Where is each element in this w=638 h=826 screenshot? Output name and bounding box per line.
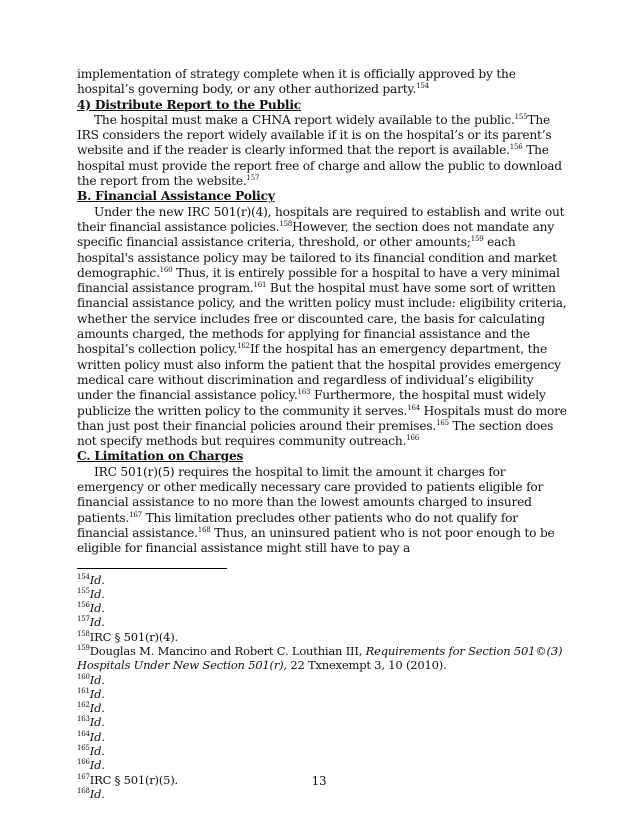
paragraph-text: The IRS considers the report widely available if it is on the hospital’s or its parent’s website and if the reader is clearly informed that the report is available. [77, 112, 552, 158]
footnote-ref: 158 [279, 219, 293, 228]
footnote-164 [77, 730, 570, 744]
footnote-number: 167 [77, 772, 90, 781]
paragraph-text: Hospitals must do more than just post their financial policies around their premises. [77, 403, 567, 433]
paragraph-text: IRC 501(r)(5) requires the hospital to limit the amount it charges for emergency or other medically necessary care provided to patients eligible for financial assistance to no more than the lowest amounts charged to insured patients. [77, 464, 544, 525]
paragraph-text: Under the new IRC 501(r)(4), hospitals are required to establish and write out their financial assistance policies. [77, 204, 565, 234]
footnote-ref: 155 [514, 112, 528, 121]
paragraph-text: If the hospital has an emergency department, the written policy must also inform the patient that the hospital provides emergency medical care without discrimination and regardless of individual’s eligibility under the financial assistance policy. [77, 342, 561, 403]
paragraph-text: The hospital must make a CHNA report widely available to the public. [94, 112, 515, 127]
footnote-163 [77, 715, 570, 729]
footnote-158 [77, 630, 570, 644]
footnote-number: 168 [77, 787, 90, 796]
paragraph-text: The hospital must provide the report free of charge and allow the public to download the report from the website. [77, 143, 562, 189]
paragraph-text: Thus, it is entirely possible for a hospital to have a very minimal financial assistance program. [77, 265, 560, 296]
footnote-ref: 160 [159, 265, 173, 274]
footnote-ref: 162 [237, 342, 250, 351]
section-heading-financial-assistance: B. Financial Assistance Policy [77, 189, 275, 204]
footnote-161 [77, 687, 570, 701]
footnote-ref: 164 [407, 403, 420, 412]
footnote-text: Id. [89, 715, 105, 730]
footnote-157 [77, 615, 570, 629]
footnote-separator [77, 568, 227, 569]
footnote-text: Id. [89, 701, 105, 716]
footnote-ref: 165 [436, 418, 449, 427]
paragraph-text: Thus, an uninsured patient who is not poor enough to be eligible for financial assistance might still have to pay a [77, 525, 555, 556]
page-number: 13 [311, 774, 327, 788]
paragraph-text: The section does not specify methods but requires community outreach. [77, 418, 554, 449]
footnote-number: 155 [77, 586, 90, 595]
footnote-159 [77, 644, 570, 673]
footnote-155 [77, 587, 570, 601]
paragraph-text: However, the section does not mandate any specific financial assistance criteria, threshold, or other amounts; [77, 219, 555, 250]
footnote-text: IRC § 501(r)(5). [89, 772, 178, 787]
paragraph-limitation-charges [77, 465, 570, 557]
footnote-ref: 157 [246, 174, 260, 183]
footnote-ref: 161 [253, 281, 267, 290]
footnote-text: Id. [89, 672, 105, 687]
footnote-text: Id. [89, 586, 105, 601]
footnote-ref: 154 [416, 82, 429, 91]
footnote-text: Id. [89, 686, 105, 701]
footnote-number: 162 [77, 701, 90, 710]
footnote-number: 156 [77, 601, 90, 610]
footnote-text: Id. [89, 744, 105, 759]
paragraph-text: implementation of strategy complete when it is officially approved by the hospital’s governing body, or any other authorized party. [77, 67, 516, 97]
footnote-number: 166 [77, 758, 90, 767]
paragraph-text: each hospital's assistance policy may be tailored to its financial condition and market demographic. [77, 235, 557, 280]
footnote-162 [77, 701, 570, 715]
footnote-text: IRC § 501(r)(4). [89, 629, 178, 644]
footnote-156 [77, 601, 570, 615]
footnote-text: Id. [89, 758, 105, 773]
footnote-number: 154 [77, 572, 90, 581]
footnote-text: Id. [89, 729, 105, 744]
footnote-number: 159 [77, 644, 90, 653]
paragraph-text: Furthermore, the hospital must widely publicize the written policy to the community it serves. [77, 388, 546, 418]
footnote-165 [77, 744, 570, 758]
footnote-text: Id. [89, 615, 105, 630]
footnote-number: 161 [77, 687, 90, 696]
footnote-166 [77, 758, 570, 772]
paragraph-distribute-report [77, 113, 570, 189]
footnotes-section [77, 573, 570, 802]
footnote-ref: 167 [129, 510, 142, 519]
footnote-number: 164 [77, 729, 90, 738]
paragraph-financial-assistance [77, 205, 570, 450]
footnote-ref: 159 [470, 235, 484, 244]
section-heading-limitation-charges: C. Limitation on Charges [77, 449, 244, 464]
footnote-number: 163 [77, 715, 90, 724]
footnote-ref: 168 [197, 525, 211, 534]
footnote-number: 160 [77, 672, 90, 681]
footnote-citation-title: Requirements for Section 501©(3) Hospitals Under New Section 501(r), [77, 643, 563, 673]
footnote-text: Douglas M. Mancino and Robert C. Louthian III, [89, 643, 366, 658]
footnote-text: Id. [89, 572, 105, 587]
paragraph-implementation [77, 67, 570, 98]
section-heading-distribute-report: 4) Distribute Report to the Public [77, 97, 301, 112]
footnote-154 [77, 573, 570, 587]
footnote-citation-source: 22 Txnexempt 3, 10 (2010). [286, 658, 447, 673]
footnote-number: 157 [77, 615, 90, 624]
footnote-ref: 166 [406, 434, 420, 443]
footnote-ref: 163 [297, 388, 311, 397]
footnote-text: Id. [89, 786, 105, 801]
paragraph-text: This limitation precludes other patients who do not qualify for financial assistance. [77, 510, 518, 540]
footnote-text: Id. [89, 601, 105, 616]
footnote-160 [77, 673, 570, 687]
paragraph-text: But the hospital must have some sort of written financial assistance policy, and the written policy must include: eligibility criteria, whether the service includes free or discounted care, the basis for calculating amounts charged, the methods for applying for financial assistance and the hospital’s collection policy. [77, 281, 567, 357]
footnote-number: 165 [77, 744, 90, 753]
footnote-number: 158 [77, 629, 90, 638]
footnote-ref: 156 [509, 143, 523, 152]
